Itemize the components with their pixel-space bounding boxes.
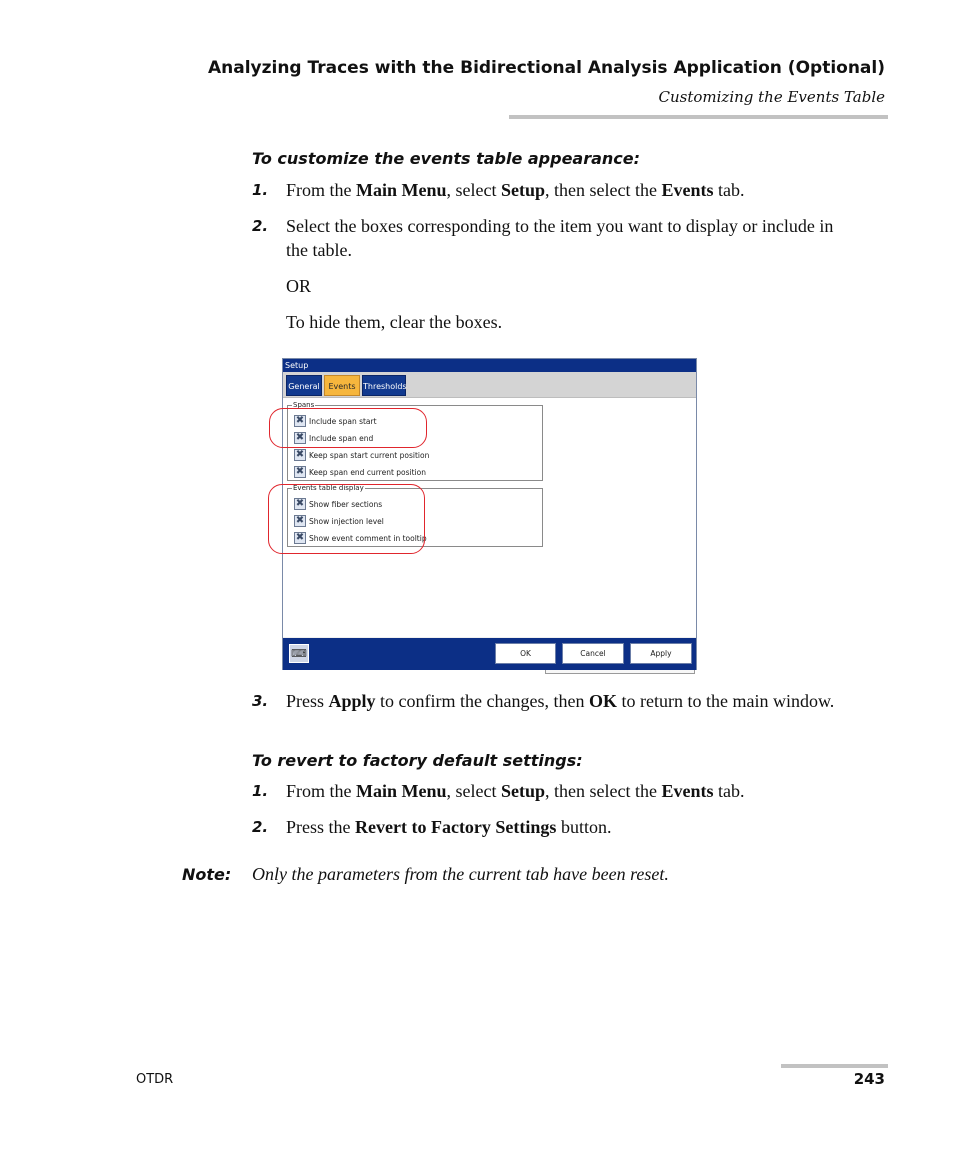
checkbox-row[interactable]: ✖ Keep span start current position (295, 449, 430, 460)
tab-events[interactable]: Events (324, 375, 360, 396)
group-legend: Events table display (293, 484, 364, 492)
header-rule (509, 115, 888, 119)
running-header-subtitle: Customizing the Events Table (658, 88, 885, 106)
checkbox-checked-icon[interactable]: ✖ (295, 466, 305, 477)
checkbox-row[interactable]: ✖ Show injection level (295, 515, 384, 526)
highlight-oval (269, 408, 427, 448)
step-number: 1. (252, 181, 269, 199)
checkbox-checked-icon[interactable]: ✖ (295, 498, 305, 509)
checkbox-row[interactable]: ✖ Show event comment in tooltip (295, 532, 427, 543)
group-legend: Spans (293, 401, 315, 409)
note-label: Note: (182, 865, 232, 884)
dialog-footer (283, 638, 696, 670)
checkbox-row[interactable]: ✖ Include span start (295, 415, 377, 426)
procedure-heading-revert: To revert to factory default settings: (252, 751, 583, 770)
checkbox-checked-icon[interactable]: ✖ (295, 532, 305, 543)
ok-button[interactable]: OK (495, 643, 556, 664)
checkbox-checked-icon[interactable]: ✖ (295, 449, 305, 460)
note-text: Only the parameters from the current tab have been reset. (252, 864, 669, 884)
step-text: Press Apply to confirm the changes, then OK to return to the main window. (286, 691, 835, 711)
step-alt-text: To hide them, clear the boxes. (286, 312, 503, 332)
step-number: 2. (252, 818, 269, 836)
step-number: 1. (252, 782, 269, 800)
step-text: Select the boxes corresponding to the item you want to display or include in the table. (286, 216, 834, 260)
keyboard-icon[interactable]: ⌨ (289, 644, 309, 663)
tab-general[interactable]: General (286, 375, 322, 396)
highlight-oval (268, 484, 425, 554)
tab-bar (283, 372, 696, 398)
footer-product: OTDR (136, 1072, 174, 1087)
step-or: OR (286, 276, 312, 296)
step-number: 3. (252, 692, 269, 710)
procedure-heading-customize: To customize the events table appearance: (252, 149, 641, 168)
checkbox-row[interactable]: ✖ Keep span end current position (295, 466, 426, 477)
setup-panel (283, 398, 696, 637)
cancel-button[interactable]: Cancel (562, 643, 624, 664)
setup-window-screenshot (282, 358, 697, 670)
checkbox-checked-icon[interactable]: ✖ (295, 432, 305, 443)
checkbox-checked-icon[interactable]: ✖ (295, 415, 305, 426)
checkbox-row[interactable]: ✖ Show fiber sections (295, 498, 383, 509)
apply-button[interactable]: Apply (630, 643, 692, 664)
step-text: From the Main Menu, select Setup, then select the Events tab. (286, 180, 745, 200)
step-text: From the Main Menu, select Setup, then select the Events tab. (286, 781, 745, 801)
checkbox-checked-icon[interactable]: ✖ (295, 515, 305, 526)
page-number: 243 (853, 1070, 885, 1088)
running-header-title: Analyzing Traces with the Bidirectional Analysis Application (Optional) (207, 58, 885, 78)
footer-rule (781, 1064, 888, 1068)
tab-thresholds[interactable]: Thresholds (362, 375, 406, 396)
checkbox-row[interactable]: ✖ Include span end (295, 432, 374, 443)
window-title: Setup (283, 359, 696, 372)
step-number: 2. (252, 217, 269, 235)
step-text: Press the Revert to Factory Settings button. (286, 817, 612, 837)
